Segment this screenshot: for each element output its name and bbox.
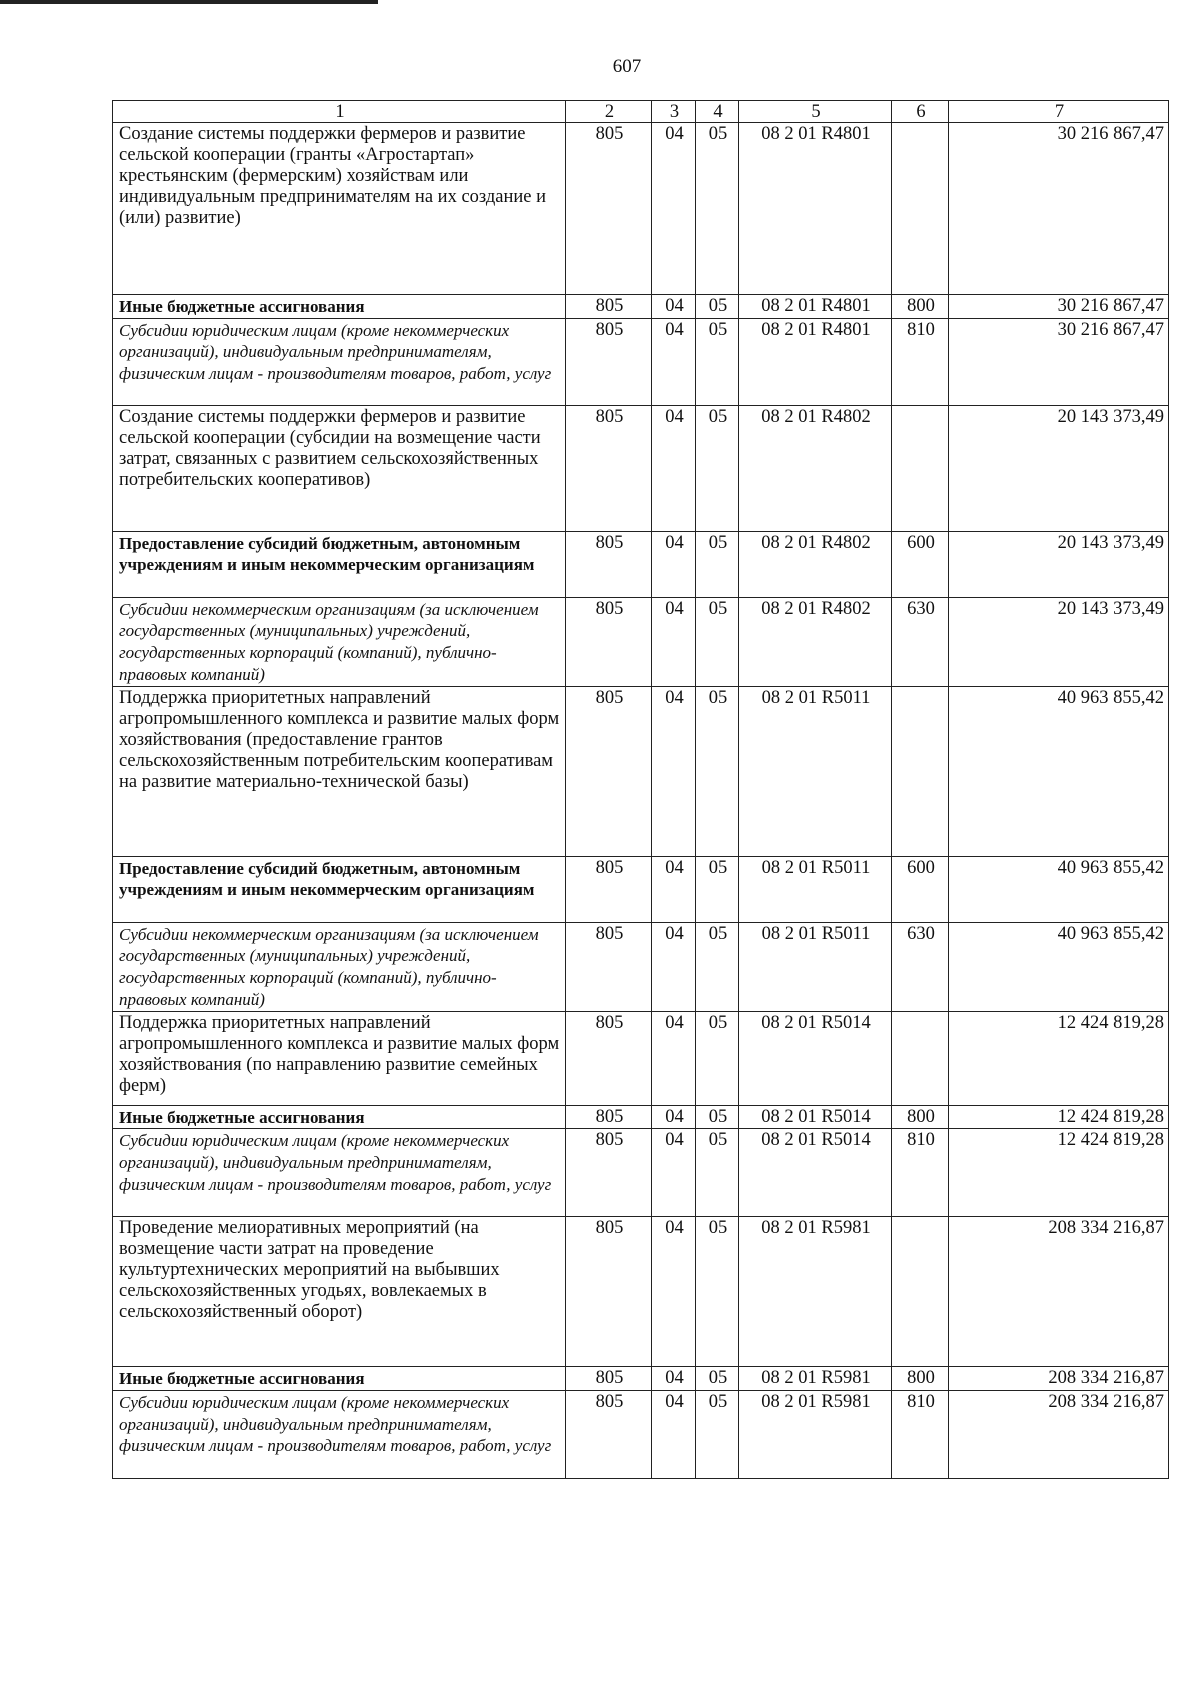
row-section-cell: 04: [652, 686, 696, 856]
row-name-cell: Иные бюджетные ассигнования: [113, 1367, 566, 1391]
table-row: [113, 597, 1169, 686]
row-code-admin-cell: 805: [566, 922, 652, 1011]
row-name-cell: Иные бюджетные ассигнования: [113, 1105, 566, 1129]
row-code-admin-cell: 805: [566, 597, 652, 686]
row-amount-cell: 12 424 819,28: [949, 1011, 1169, 1105]
row-section-cell: 04: [652, 1390, 696, 1478]
table-header-row: [113, 101, 1169, 123]
row-subsection-cell: 05: [696, 318, 739, 405]
budget-table: [112, 100, 1169, 1479]
row-name-cell: Поддержка приоритетных направлений агропромышленного комплекса и развитие малых форм хозяйствования (по направлению развитие семейных ферм): [113, 1011, 566, 1105]
row-subsection-cell: 05: [696, 1390, 739, 1478]
row-target-article-cell: 08 2 01 R5014: [739, 1129, 892, 1217]
table-row: [113, 405, 1169, 531]
row-section-cell: 04: [652, 1105, 696, 1129]
row-name-cell: Предоставление субсидий бюджетным, автономным учреждениям и иным некоммерческим организациям: [113, 856, 566, 922]
row-code-admin-cell: 805: [566, 1011, 652, 1105]
row-amount-cell: 208 334 216,87: [949, 1390, 1169, 1478]
row-name-cell: Субсидии юридическим лицам (кроме некоммерческих организаций), индивидуальным предпринимателям, физическим лицам - производителям товаров, работ, услуг: [113, 1129, 566, 1217]
row-expense-type-cell: 630: [892, 922, 949, 1011]
row-expense-type-cell: [892, 686, 949, 856]
row-expense-type-cell: 600: [892, 856, 949, 922]
table-row: [113, 123, 1169, 295]
row-name-cell: Создание системы поддержки фермеров и развитие сельской кооперации (субсидии на возмещение части затрат, связанных с развитием сельскохозяйственных потребительских кооперативов): [113, 405, 566, 531]
row-expense-type-cell: 630: [892, 597, 949, 686]
row-expense-type-cell: 810: [892, 1390, 949, 1478]
row-amount-cell: 30 216 867,47: [949, 295, 1169, 319]
row-target-article-cell: 08 2 01 R5981: [739, 1217, 892, 1367]
row-expense-type-cell: [892, 1217, 949, 1367]
table-row: [113, 531, 1169, 597]
table-row: [113, 1011, 1169, 1105]
column-header: 2: [566, 101, 652, 123]
table-row: [113, 1129, 1169, 1217]
row-target-article-cell: 08 2 01 R4802: [739, 597, 892, 686]
row-name-cell: Субсидии юридическим лицам (кроме некоммерческих организаций), индивидуальным предпринимателям, физическим лицам - производителям товаров, работ, услуг: [113, 1390, 566, 1478]
row-subsection-cell: 05: [696, 597, 739, 686]
row-amount-cell: 40 963 855,42: [949, 922, 1169, 1011]
row-amount-cell: 12 424 819,28: [949, 1129, 1169, 1217]
row-subsection-cell: 05: [696, 295, 739, 319]
row-code-admin-cell: 805: [566, 1217, 652, 1367]
row-code-admin-cell: 805: [566, 1129, 652, 1217]
row-section-cell: 04: [652, 922, 696, 1011]
row-expense-type-cell: 800: [892, 1105, 949, 1129]
row-target-article-cell: 08 2 01 R4801: [739, 123, 892, 295]
row-amount-cell: 12 424 819,28: [949, 1105, 1169, 1129]
row-code-admin-cell: 805: [566, 123, 652, 295]
row-name-cell: Проведение мелиоративных мероприятий (на возмещение части затрат на проведение культуртехнических мероприятий на выбывших сельскохозяйственных угодьях, вовлекаемых в сельскохозяйственный оборот): [113, 1217, 566, 1367]
row-expense-type-cell: 600: [892, 531, 949, 597]
row-code-admin-cell: 805: [566, 318, 652, 405]
row-name-cell: Поддержка приоритетных направлений агропромышленного комплекса и развитие малых форм хозяйствования (предоставление грантов сельскохозяйственным потребительским кооперативам на развитие материально-технической базы): [113, 686, 566, 856]
row-name-cell: Предоставление субсидий бюджетным, автономным учреждениям и иным некоммерческим организациям: [113, 531, 566, 597]
page-number: 607: [612, 56, 642, 77]
row-amount-cell: 20 143 373,49: [949, 597, 1169, 686]
table-row: [113, 1367, 1169, 1391]
row-code-admin-cell: 805: [566, 686, 652, 856]
column-header: 4: [696, 101, 739, 123]
row-code-admin-cell: 805: [566, 295, 652, 319]
row-section-cell: 04: [652, 405, 696, 531]
row-target-article-cell: 08 2 01 R5981: [739, 1367, 892, 1391]
row-target-article-cell: 08 2 01 R4801: [739, 318, 892, 405]
row-expense-type-cell: [892, 1011, 949, 1105]
row-expense-type-cell: 800: [892, 1367, 949, 1391]
row-code-admin-cell: 805: [566, 1105, 652, 1129]
row-section-cell: 04: [652, 597, 696, 686]
row-target-article-cell: 08 2 01 R5011: [739, 686, 892, 856]
column-header: 3: [652, 101, 696, 123]
column-header: 1: [113, 101, 566, 123]
row-amount-cell: 208 334 216,87: [949, 1367, 1169, 1391]
row-target-article-cell: 08 2 01 R5011: [739, 922, 892, 1011]
row-amount-cell: 208 334 216,87: [949, 1217, 1169, 1367]
row-amount-cell: 30 216 867,47: [949, 318, 1169, 405]
row-section-cell: 04: [652, 856, 696, 922]
column-header: 6: [892, 101, 949, 123]
row-section-cell: 04: [652, 1367, 696, 1391]
row-section-cell: 04: [652, 123, 696, 295]
row-subsection-cell: 05: [696, 922, 739, 1011]
row-target-article-cell: 08 2 01 R5014: [739, 1105, 892, 1129]
row-section-cell: 04: [652, 531, 696, 597]
table-row: [113, 1217, 1169, 1367]
table-row: [113, 1105, 1169, 1129]
row-section-cell: 04: [652, 295, 696, 319]
row-amount-cell: 20 143 373,49: [949, 531, 1169, 597]
row-expense-type-cell: 800: [892, 295, 949, 319]
table-row: [113, 856, 1169, 922]
row-expense-type-cell: [892, 123, 949, 295]
row-section-cell: 04: [652, 1011, 696, 1105]
row-name-cell: Иные бюджетные ассигнования: [113, 295, 566, 319]
row-subsection-cell: 05: [696, 405, 739, 531]
row-subsection-cell: 05: [696, 1217, 739, 1367]
row-target-article-cell: 08 2 01 R4802: [739, 405, 892, 531]
row-code-admin-cell: 805: [566, 531, 652, 597]
row-section-cell: 04: [652, 318, 696, 405]
row-amount-cell: 20 143 373,49: [949, 405, 1169, 531]
row-name-cell: Субсидии некоммерческим организациям (за исключением государственных (муниципальных) учреждений, государственных корпораций (компаний), публично-правовых компаний): [113, 922, 566, 1011]
row-subsection-cell: 05: [696, 856, 739, 922]
row-code-admin-cell: 805: [566, 1390, 652, 1478]
row-code-admin-cell: 805: [566, 1367, 652, 1391]
row-expense-type-cell: 810: [892, 318, 949, 405]
row-subsection-cell: 05: [696, 531, 739, 597]
row-target-article-cell: 08 2 01 R5981: [739, 1390, 892, 1478]
table-row: [113, 1390, 1169, 1478]
row-subsection-cell: 05: [696, 1367, 739, 1391]
row-section-cell: 04: [652, 1129, 696, 1217]
row-name-cell: Создание системы поддержки фермеров и развитие сельской кооперации (гранты «Агростартап» крестьянским (фермерским) хозяйствам или индивидуальным предпринимателям на их создание и (или) развитие): [113, 123, 566, 295]
table-row: [113, 295, 1169, 319]
scan-edge-mark: [0, 0, 378, 4]
row-target-article-cell: 08 2 01 R5011: [739, 856, 892, 922]
row-section-cell: 04: [652, 1217, 696, 1367]
row-target-article-cell: 08 2 01 R4802: [739, 531, 892, 597]
row-subsection-cell: 05: [696, 123, 739, 295]
row-code-admin-cell: 805: [566, 856, 652, 922]
row-code-admin-cell: 805: [566, 405, 652, 531]
row-target-article-cell: 08 2 01 R5014: [739, 1011, 892, 1105]
row-expense-type-cell: 810: [892, 1129, 949, 1217]
row-name-cell: Субсидии некоммерческим организациям (за исключением государственных (муниципальных) учреждений, государственных корпораций (компаний), публично-правовых компаний): [113, 597, 566, 686]
row-subsection-cell: 05: [696, 1105, 739, 1129]
row-amount-cell: 30 216 867,47: [949, 123, 1169, 295]
table-row: [113, 922, 1169, 1011]
row-subsection-cell: 05: [696, 686, 739, 856]
table-row: [113, 318, 1169, 405]
row-amount-cell: 40 963 855,42: [949, 856, 1169, 922]
row-name-cell: Субсидии юридическим лицам (кроме некоммерческих организаций), индивидуальным предпринимателям, физическим лицам - производителям товаров, работ, услуг: [113, 318, 566, 405]
row-expense-type-cell: [892, 405, 949, 531]
row-subsection-cell: 05: [696, 1011, 739, 1105]
row-amount-cell: 40 963 855,42: [949, 686, 1169, 856]
row-subsection-cell: 05: [696, 1129, 739, 1217]
row-target-article-cell: 08 2 01 R4801: [739, 295, 892, 319]
column-header: 5: [739, 101, 892, 123]
table-row: [113, 686, 1169, 856]
column-header: 7: [949, 101, 1169, 123]
